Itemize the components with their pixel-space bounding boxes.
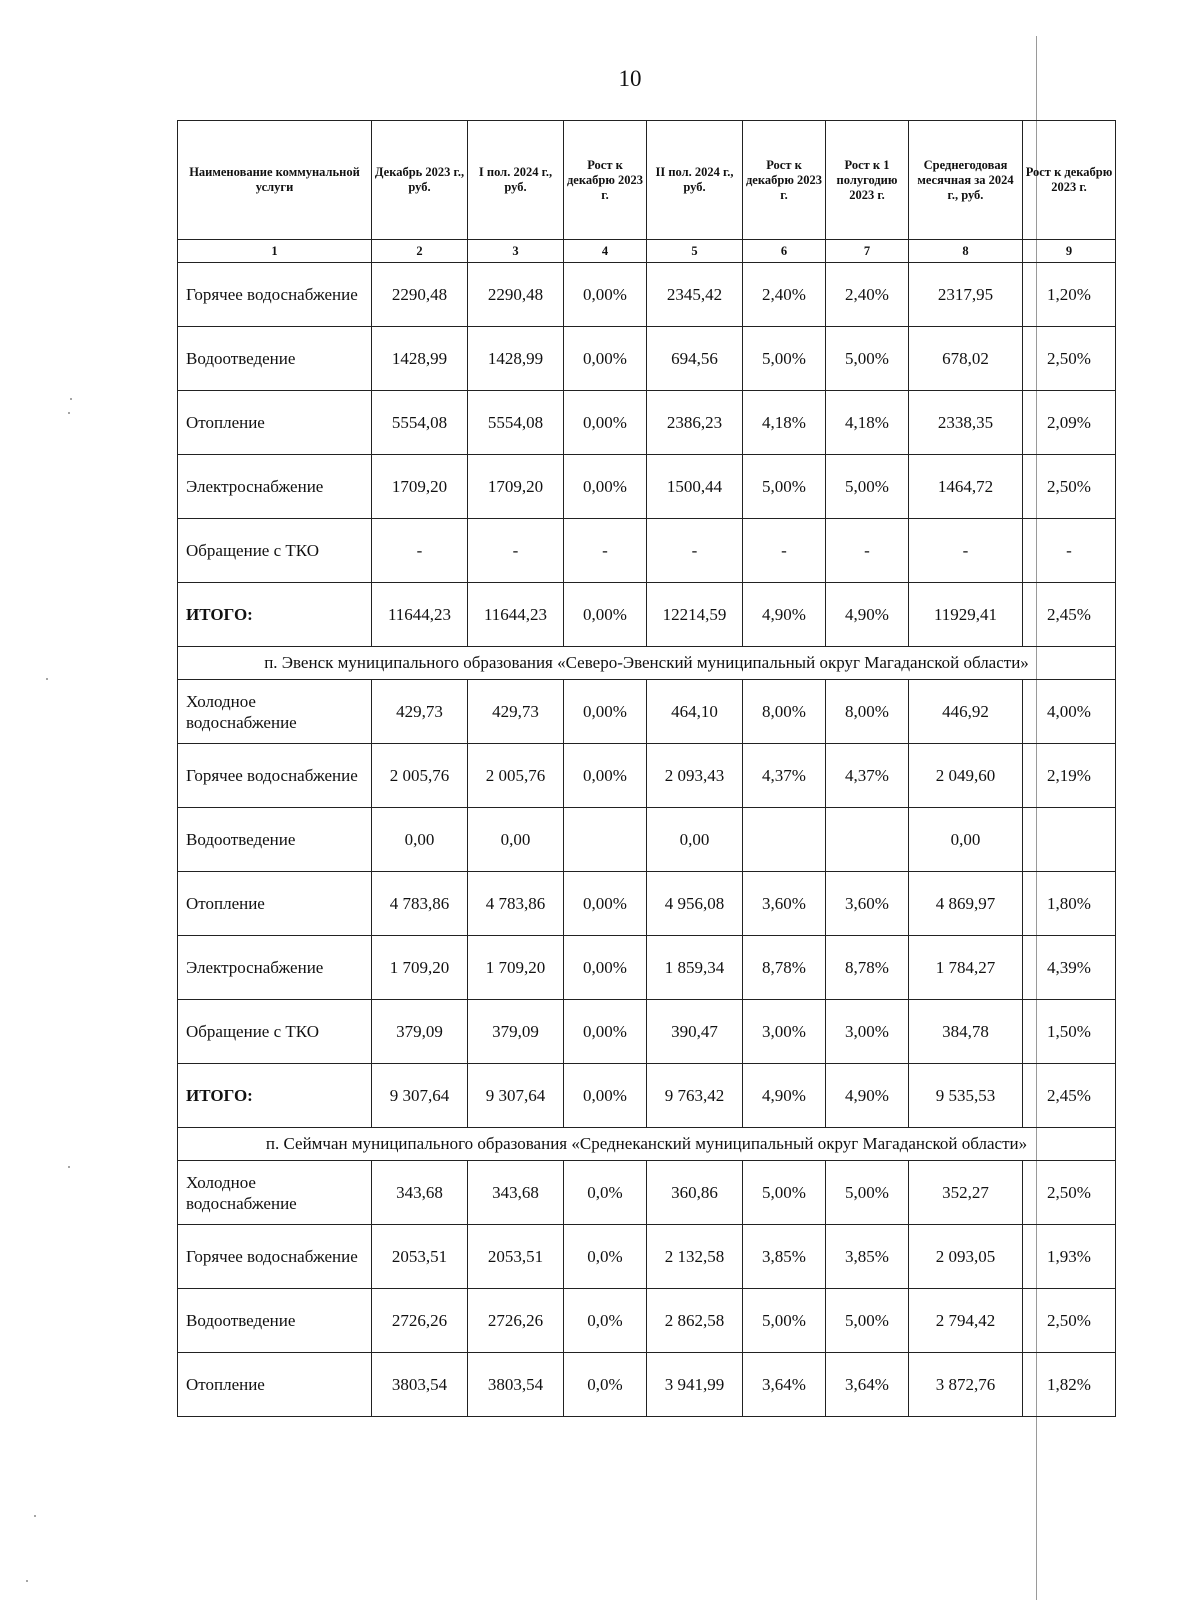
column-number: 9: [1023, 240, 1116, 263]
value-cell: 5,00%: [743, 455, 826, 519]
section-title-row: [178, 1128, 1116, 1161]
value-cell: 3,85%: [826, 1225, 909, 1289]
value-cell: 0,00%: [564, 1000, 647, 1064]
value-cell: 3,60%: [826, 872, 909, 936]
value-cell: 5,00%: [826, 455, 909, 519]
value-cell: 4,37%: [743, 744, 826, 808]
value-cell: 9 307,64: [372, 1064, 468, 1128]
value-cell: 4,18%: [743, 391, 826, 455]
value-cell: 11644,23: [468, 583, 564, 647]
service-name: Отопление: [178, 391, 372, 455]
table-row: [178, 1161, 1116, 1225]
value-cell: 4,39%: [1023, 936, 1116, 1000]
value-cell: 384,78: [909, 1000, 1023, 1064]
service-name: Холодное водоснабжение: [178, 1161, 372, 1225]
value-cell: 2,50%: [1023, 327, 1116, 391]
value-cell: 0,00: [372, 808, 468, 872]
service-name: Водоотведение: [178, 808, 372, 872]
value-cell: 0,00%: [564, 936, 647, 1000]
value-cell: 4 783,86: [372, 872, 468, 936]
value-cell: [564, 808, 647, 872]
column-header: Среднегодовая месячная за 2024 г., руб.: [909, 121, 1023, 240]
value-cell: 5,00%: [826, 1289, 909, 1353]
table-row: [178, 1353, 1116, 1417]
value-cell: 360,86: [647, 1161, 743, 1225]
scan-speck: [46, 678, 48, 680]
value-cell: 2726,26: [468, 1289, 564, 1353]
service-name: Отопление: [178, 1353, 372, 1417]
value-cell: 9 535,53: [909, 1064, 1023, 1128]
value-cell: 8,78%: [743, 936, 826, 1000]
scan-speck: [68, 412, 70, 414]
value-cell: 3,64%: [743, 1353, 826, 1417]
column-number: 5: [647, 240, 743, 263]
value-cell: 11929,41: [909, 583, 1023, 647]
value-cell: 379,09: [372, 1000, 468, 1064]
table-row: [178, 1000, 1116, 1064]
service-name: Горячее водоснабжение: [178, 1225, 372, 1289]
table-row: [178, 455, 1116, 519]
value-cell: 2 862,58: [647, 1289, 743, 1353]
value-cell: 4,18%: [826, 391, 909, 455]
section-title-row: [178, 647, 1116, 680]
value-cell: 3803,54: [372, 1353, 468, 1417]
value-cell: 3 872,76: [909, 1353, 1023, 1417]
table-header: [178, 121, 1116, 240]
value-cell: 379,09: [468, 1000, 564, 1064]
value-cell: 4,90%: [826, 1064, 909, 1128]
value-cell: 3,85%: [743, 1225, 826, 1289]
value-cell: 0,0%: [564, 1225, 647, 1289]
value-cell: 5554,08: [372, 391, 468, 455]
table-row: [178, 936, 1116, 1000]
value-cell: 464,10: [647, 680, 743, 744]
value-cell: 1,20%: [1023, 263, 1116, 327]
service-name: Водоотведение: [178, 1289, 372, 1353]
value-cell: 2053,51: [372, 1225, 468, 1289]
column-header: II пол. 2024 г., руб.: [647, 121, 743, 240]
value-cell: 1428,99: [372, 327, 468, 391]
value-cell: 5,00%: [826, 1161, 909, 1225]
column-header: Рост к декабрю 2023 г.: [564, 121, 647, 240]
scan-speck: [26, 1580, 28, 1582]
value-cell: 1,80%: [1023, 872, 1116, 936]
value-cell: 343,68: [468, 1161, 564, 1225]
table-row: [178, 872, 1116, 936]
total-row: [178, 1064, 1116, 1128]
value-cell: 5,00%: [743, 1289, 826, 1353]
value-cell: 0,00%: [564, 391, 647, 455]
value-cell: 8,00%: [826, 680, 909, 744]
scan-speck: [70, 398, 72, 400]
value-cell: 0,00: [909, 808, 1023, 872]
value-cell: 1 709,20: [372, 936, 468, 1000]
value-cell: [1023, 808, 1116, 872]
value-cell: 8,00%: [743, 680, 826, 744]
value-cell: 8,78%: [826, 936, 909, 1000]
value-cell: 3,60%: [743, 872, 826, 936]
value-cell: 12214,59: [647, 583, 743, 647]
value-cell: -: [647, 519, 743, 583]
column-header: Рост к 1 полугодию 2023 г.: [826, 121, 909, 240]
column-number: 3: [468, 240, 564, 263]
column-header: Рост к декабрю 2023 г.: [743, 121, 826, 240]
scan-speck: [68, 1166, 70, 1168]
service-name: Водоотведение: [178, 327, 372, 391]
value-cell: 694,56: [647, 327, 743, 391]
value-cell: -: [372, 519, 468, 583]
value-cell: -: [743, 519, 826, 583]
value-cell: 1,82%: [1023, 1353, 1116, 1417]
value-cell: 1,93%: [1023, 1225, 1116, 1289]
value-cell: -: [564, 519, 647, 583]
column-number: 8: [909, 240, 1023, 263]
table-body: [178, 240, 1116, 1417]
value-cell: 2,40%: [743, 263, 826, 327]
value-cell: 2,50%: [1023, 455, 1116, 519]
column-number: 4: [564, 240, 647, 263]
value-cell: 2,50%: [1023, 1289, 1116, 1353]
table-row: [178, 391, 1116, 455]
table-row: [178, 519, 1116, 583]
value-cell: 1 859,34: [647, 936, 743, 1000]
total-row: [178, 583, 1116, 647]
value-cell: 1 784,27: [909, 936, 1023, 1000]
value-cell: 5554,08: [468, 391, 564, 455]
header-row: [178, 121, 1116, 240]
value-cell: 0,0%: [564, 1161, 647, 1225]
value-cell: 4,00%: [1023, 680, 1116, 744]
value-cell: 1,50%: [1023, 1000, 1116, 1064]
value-cell: 5,00%: [743, 1161, 826, 1225]
table-row: [178, 263, 1116, 327]
value-cell: 2,19%: [1023, 744, 1116, 808]
value-cell: 0,00%: [564, 327, 647, 391]
table-row: [178, 680, 1116, 744]
column-header: Наименование коммунальной услуги: [178, 121, 372, 240]
value-cell: 0,00%: [564, 455, 647, 519]
value-cell: 4 956,08: [647, 872, 743, 936]
value-cell: 4,90%: [826, 583, 909, 647]
section-title: п. Эвенск муниципального образования «Северо-Эвенский муниципальный округ Магаданской области»: [178, 647, 1116, 680]
value-cell: 2 005,76: [372, 744, 468, 808]
column-number: 1: [178, 240, 372, 263]
value-cell: 446,92: [909, 680, 1023, 744]
service-name: Электроснабжение: [178, 936, 372, 1000]
service-name: Обращение с ТКО: [178, 519, 372, 583]
value-cell: 1428,99: [468, 327, 564, 391]
value-cell: 3 941,99: [647, 1353, 743, 1417]
value-cell: 1 709,20: [468, 936, 564, 1000]
value-cell: 2 794,42: [909, 1289, 1023, 1353]
value-cell: 390,47: [647, 1000, 743, 1064]
service-name: ИТОГО:: [178, 1064, 372, 1128]
value-cell: 1709,20: [372, 455, 468, 519]
column-number-row: [178, 240, 1116, 263]
value-cell: 4,90%: [743, 1064, 826, 1128]
value-cell: 4 869,97: [909, 872, 1023, 936]
value-cell: -: [468, 519, 564, 583]
value-cell: -: [826, 519, 909, 583]
value-cell: 2 005,76: [468, 744, 564, 808]
value-cell: 0,00: [647, 808, 743, 872]
value-cell: 2,45%: [1023, 583, 1116, 647]
value-cell: -: [909, 519, 1023, 583]
value-cell: 9 307,64: [468, 1064, 564, 1128]
service-name: Горячее водоснабжение: [178, 263, 372, 327]
value-cell: 1464,72: [909, 455, 1023, 519]
value-cell: 2345,42: [647, 263, 743, 327]
value-cell: 2386,23: [647, 391, 743, 455]
value-cell: 1500,44: [647, 455, 743, 519]
column-header: Декабрь 2023 г., руб.: [372, 121, 468, 240]
value-cell: 2338,35: [909, 391, 1023, 455]
value-cell: 0,00: [468, 808, 564, 872]
section-title: п. Сеймчан муниципального образования «Среднеканский муниципальный округ Магаданской области»: [178, 1128, 1116, 1161]
value-cell: 343,68: [372, 1161, 468, 1225]
value-cell: 2,45%: [1023, 1064, 1116, 1128]
table-row: [178, 808, 1116, 872]
value-cell: 0,00%: [564, 744, 647, 808]
value-cell: 2 093,05: [909, 1225, 1023, 1289]
value-cell: 4,90%: [743, 583, 826, 647]
value-cell: 3,64%: [826, 1353, 909, 1417]
column-header: I пол. 2024 г., руб.: [468, 121, 564, 240]
value-cell: 9 763,42: [647, 1064, 743, 1128]
service-name: Горячее водоснабжение: [178, 744, 372, 808]
column-number: 6: [743, 240, 826, 263]
value-cell: 0,00%: [564, 263, 647, 327]
value-cell: 3,00%: [826, 1000, 909, 1064]
column-header: Рост к декабрю 2023 г.: [1023, 121, 1116, 240]
value-cell: 3803,54: [468, 1353, 564, 1417]
table-row: [178, 1225, 1116, 1289]
service-name: Отопление: [178, 872, 372, 936]
value-cell: 0,00%: [564, 680, 647, 744]
value-cell: 0,0%: [564, 1353, 647, 1417]
page-number: 10: [618, 66, 642, 91]
value-cell: 4 783,86: [468, 872, 564, 936]
value-cell: 2317,95: [909, 263, 1023, 327]
scan-speck: [34, 1515, 36, 1517]
value-cell: 352,27: [909, 1161, 1023, 1225]
service-name: Обращение с ТКО: [178, 1000, 372, 1064]
value-cell: 0,00%: [564, 583, 647, 647]
table-row: [178, 744, 1116, 808]
tariff-table: [177, 120, 1116, 1417]
service-name: Холодное водоснабжение: [178, 680, 372, 744]
value-cell: 429,73: [468, 680, 564, 744]
value-cell: 2290,48: [468, 263, 564, 327]
value-cell: 2,50%: [1023, 1161, 1116, 1225]
service-name: ИТОГО:: [178, 583, 372, 647]
value-cell: 2,40%: [826, 263, 909, 327]
value-cell: 2,09%: [1023, 391, 1116, 455]
value-cell: 0,0%: [564, 1289, 647, 1353]
value-cell: 2 049,60: [909, 744, 1023, 808]
column-number: 7: [826, 240, 909, 263]
value-cell: 429,73: [372, 680, 468, 744]
value-cell: 2290,48: [372, 263, 468, 327]
table-row: [178, 327, 1116, 391]
value-cell: 2 132,58: [647, 1225, 743, 1289]
table-row: [178, 1289, 1116, 1353]
value-cell: 0,00%: [564, 872, 647, 936]
column-number: 2: [372, 240, 468, 263]
value-cell: 5,00%: [826, 327, 909, 391]
service-name: Электроснабжение: [178, 455, 372, 519]
value-cell: 3,00%: [743, 1000, 826, 1064]
value-cell: 5,00%: [743, 327, 826, 391]
value-cell: 0,00%: [564, 1064, 647, 1128]
value-cell: 2726,26: [372, 1289, 468, 1353]
value-cell: [743, 808, 826, 872]
value-cell: [826, 808, 909, 872]
value-cell: 11644,23: [372, 583, 468, 647]
value-cell: 1709,20: [468, 455, 564, 519]
value-cell: 2 093,43: [647, 744, 743, 808]
value-cell: 678,02: [909, 327, 1023, 391]
value-cell: -: [1023, 519, 1116, 583]
value-cell: 4,37%: [826, 744, 909, 808]
value-cell: 2053,51: [468, 1225, 564, 1289]
